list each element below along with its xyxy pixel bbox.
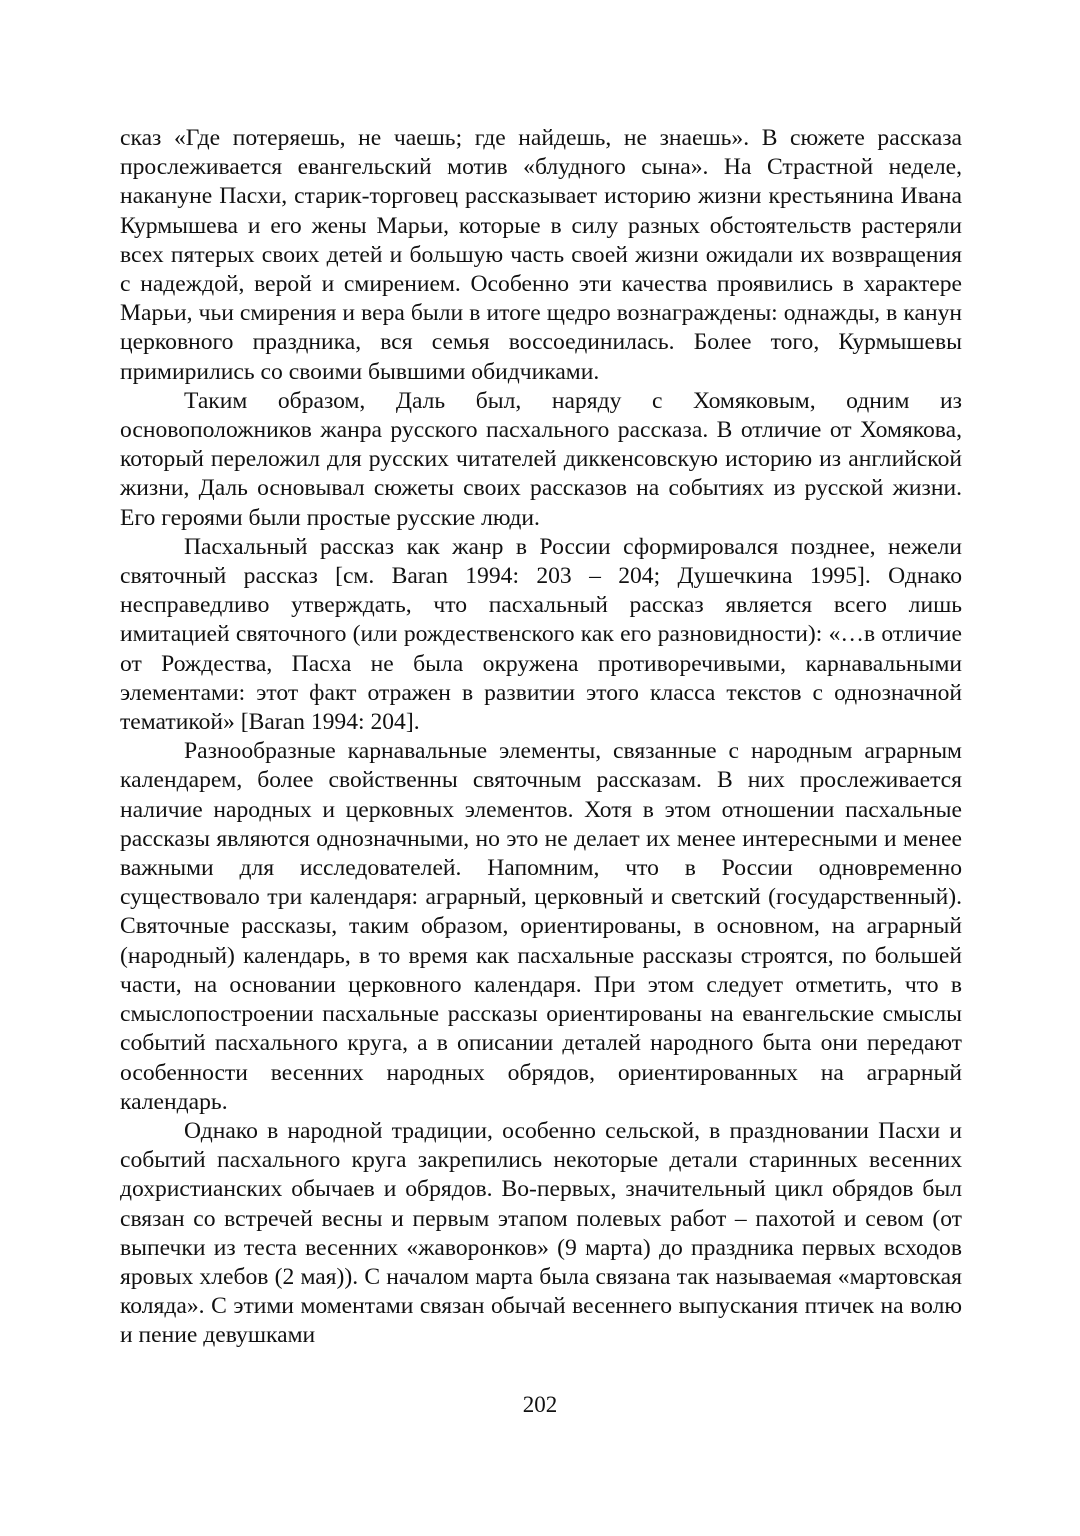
paragraph-3: Пасхальный рассказ как жанр в России сформировался позднее, нежели святочный рассказ [см. Baran 1994: 203 – 204; Душечкина 1995]. Однако несправедливо утверждать, что пасхальный рассказ является всего лишь имитацией святочного (или рождественского как его разновидности): «…в отличие от Рождества, Пасха не была окружена противоречивыми, карнавальными элементами: этот факт отражен в развитии этого класса текстов с однозначной тематикой» [Baran 1994: 204]. <box>120 533 962 736</box>
paragraph-2: Таким образом, Даль был, наряду с Хомяковым, одним из основоположников жанра русского пасхального рассказа. В отличие от Хомякова, который переложил для русских читателей диккенсовскую историю из английской жизни, Даль основывал сюжеты своих рассказов на событиях из русской жизни. Его героями были простые русские люди. <box>120 387 962 531</box>
paragraph-4: Разнообразные карнавальные элементы, связанные с народным аграрным календарем, более свойственны святочным рассказам. В них прослеживается наличие народных и церковных элементов. Хотя в этом отношении пасхальные рассказы являются однозначными, но это не делает их менее интересными и менее важными для исследователей. Напомним, что в России одновременно существовало три календаря: аграрный, церковный и светский (государственный). Святочные рассказы, таким образом, ориентированы, в основном, на аграрный (народный) календарь, в то время как пасхальные рассказы строятся, по большей части, на основании церковного календаря. При этом следует отметить, что в смыслопостроении пасхальные рассказы ориентированы на евангельские смыслы событий пасхального круга, а в описании деталей народного быта они передают особенности весенних народных обрядов, ориентированных на аграрный календарь. <box>120 738 962 1115</box>
page-number: 202 <box>522 1392 558 1417</box>
paragraph-1: сказ «Где потеряешь, не чаешь; где найдешь, не знаешь». В сюжете рассказа прослеживается евангельский мотив «блудного сына». На Страстной неделе, накануне Пасхи, старик-торговец рассказывает историю жизни крестьянина Ивана Курмышева и его жены Марьи, которые в силу разных обстоятельств растеряли всех пятерых своих детей и большую часть своей жизни ожидали их возвращения с надеждой, верой и смирением. Особенно эти качества проявились в характере Марьи, чьи смирения и вера были в итоге щедро вознаграждены: однажды, в канун церковного праздника, вся семья воссоединилась. Более того, Курмышевы примирились со своими бывшими обидчиками. <box>120 125 962 385</box>
paragraph-5: Однако в народной традиции, особенно сельской, в праздновании Пасхи и событий пасхального круга закрепились некоторые детали старинных весенних дохристианских обычаев и обрядов. Во-первых, значительный цикл обрядов был связан со встречей весны и первым этапом полевых работ – пахотой и севом (от выпечки из теста весенних «жаворонков» (9 марта) до праздника первых всходов яровых хлебов (2 мая)). С началом марта была связана так называемая «мартовская коляда». С этими моментами связан обычай весеннего выпускания птичек на волю и пение девушками <box>120 1117 962 1349</box>
page-body-text <box>120 124 962 1351</box>
